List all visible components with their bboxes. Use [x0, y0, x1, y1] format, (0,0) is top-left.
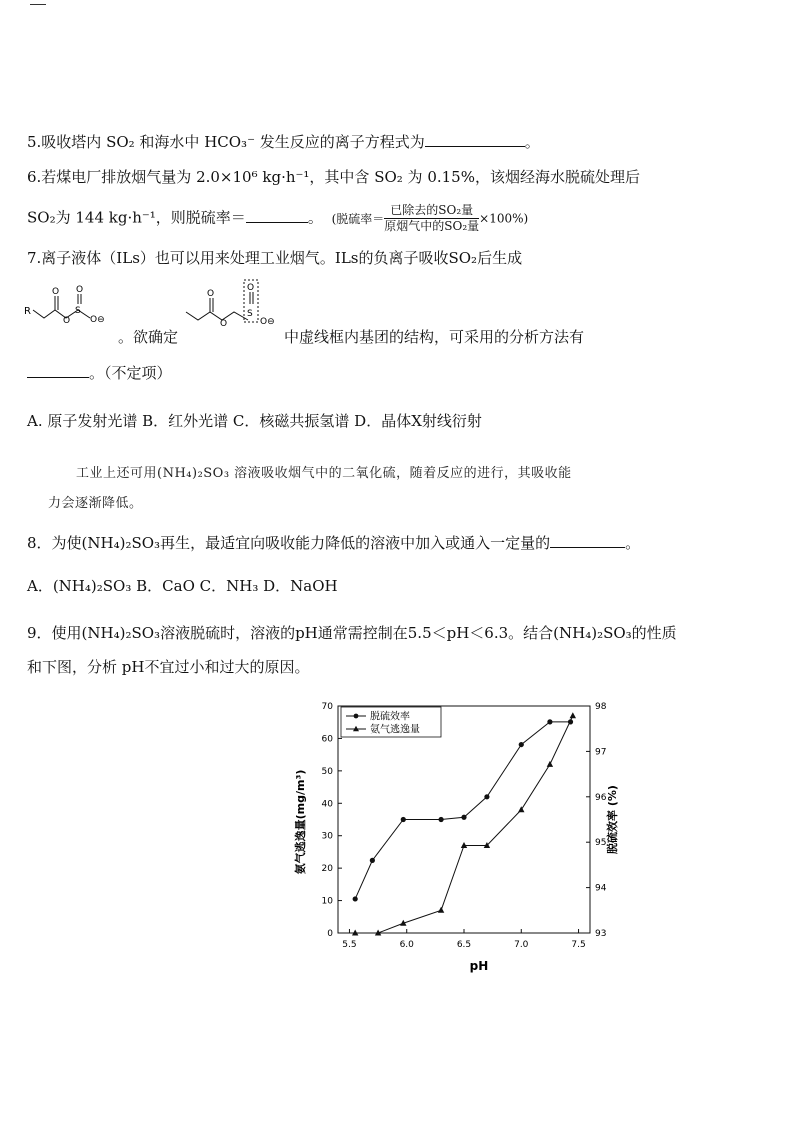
left-tick-label: 0: [327, 929, 333, 939]
left-tick-label: 20: [321, 864, 333, 875]
left-tick-label: 70: [321, 702, 333, 712]
struct2-o3: O: [247, 283, 255, 293]
struct1-o3: O: [76, 285, 84, 295]
left-tick-label: 10: [321, 896, 333, 907]
right-tick-label: 95: [595, 838, 607, 849]
struct2-s: S: [247, 309, 253, 319]
x-tick-label: 7.5: [571, 940, 586, 950]
question-7-line1: 7.离子液体（ILs）也可以用来处理工业烟气。ILs的负离子吸收SO₂后生成: [27, 249, 523, 267]
x-tick-label: 6.5: [456, 940, 472, 950]
legend-label: 氨气逃逸量: [370, 724, 420, 736]
question-6-line2: [27, 203, 528, 234]
struct1-o2: O: [63, 316, 71, 326]
question-7-line3: [27, 362, 172, 383]
left-axis-label: 氨气逃逸量(mg/m³): [294, 769, 307, 875]
question-8-options: A．(NH₄)₂SO₃ B．CaO C．NH₃ D．NaOH: [27, 577, 338, 595]
struct2-chain: [186, 312, 248, 320]
point-circle: [370, 858, 375, 863]
question-8-end: 。: [625, 534, 641, 552]
question-6-end: 。: [307, 208, 323, 227]
right-tick-label: 94: [595, 883, 607, 894]
question-5: [27, 131, 540, 152]
note-line1: 工业上还可用(NH₄)₂SO₃ 溶液吸收烟气中的二氧化硫，随着反应的进行，其吸收能: [76, 466, 572, 481]
right-tick-label: 97: [595, 747, 607, 758]
struct1-o1: O: [52, 287, 60, 297]
point-circle: [401, 817, 406, 822]
x-tick-label: 7.0: [514, 940, 529, 950]
point-circle: [484, 794, 489, 799]
point-triangle: [438, 907, 444, 913]
corner-mark: [30, 4, 46, 5]
point-triangle: [518, 806, 524, 812]
left-tick-label: 60: [321, 734, 333, 745]
struct2-o2: O: [220, 319, 228, 329]
answer-blank-7[interactable]: [27, 363, 89, 378]
x-axis-label: pH: [469, 959, 489, 973]
answer-blank-8[interactable]: [550, 533, 625, 548]
point-circle: [461, 815, 466, 820]
note-line2: 力会逐渐降低。: [48, 496, 143, 511]
struct1-chain: [33, 310, 90, 318]
x-tick-label: 5.5: [342, 940, 357, 950]
right-axis-label: 脱硫效率 (%): [606, 785, 619, 854]
question-7-options: A. 原子发射光谱 B．红外光谱 C．核磁共振氢谱 D．晶体X射线衍射: [27, 412, 482, 430]
question-5-text: 5.吸收塔内 SO₂ 和海水中 HCO₃⁻ 发生反应的离子方程式为: [27, 133, 425, 151]
question-9-line2: 和下图，分析 pH不宜过小和过大的原因。: [27, 658, 310, 676]
struct1-om: O⊖: [90, 315, 105, 325]
question-7-mid: 。欲确定: [118, 328, 179, 346]
structure-1: [20, 282, 132, 330]
series-line-0: [355, 722, 570, 899]
question-8: [27, 532, 640, 553]
right-tick-label: 93: [595, 929, 607, 939]
point-circle: [547, 719, 552, 724]
question-5-end: 。: [524, 133, 540, 151]
question-7-after: 中虚线框内基团的结构，可采用的分析方法有: [284, 328, 585, 346]
legend-label: 脱硫效率: [370, 711, 410, 723]
question-9-line1: 9．使用(NH₄)₂SO₃溶液脱硫时，溶液的pH通常需控制在5.5＜pH＜6.3。结合(NH₄)₂SO₃的性质: [27, 624, 677, 642]
ph-chart: [290, 696, 620, 986]
question-6-text: SO₂为 144 kg·h⁻¹，则脱硫率＝: [27, 208, 246, 227]
point-circle: [353, 896, 358, 901]
struct2-o1: O: [207, 289, 215, 299]
formula-fraction: [384, 203, 479, 234]
structure-2: [176, 276, 288, 330]
left-tick-label: 40: [321, 799, 333, 810]
answer-blank-5[interactable]: [425, 132, 525, 147]
question-6-line1: 6.若煤电厂排放烟气量为 2.0×10⁶ kg·h⁻¹，其中含 SO₂ 为 0.15%，该烟经海水脱硫处理后: [27, 168, 640, 186]
left-tick-label: 30: [321, 831, 333, 842]
struct1-r: R: [24, 306, 31, 317]
struct1-s: S: [75, 306, 81, 316]
right-tick-label: 96: [595, 792, 607, 803]
point-circle: [438, 817, 443, 822]
question-7-line3-end: 。（不定项）: [89, 364, 172, 382]
formula-label: (脱硫率＝: [331, 211, 385, 226]
point-triangle: [547, 761, 553, 767]
left-tick-label: 50: [321, 766, 333, 777]
struct2-om: O⊖: [260, 317, 275, 327]
question-8-text: 8．为使(NH₄)₂SO₃再生，最适宜向吸收能力降低的溶液中加入或通入一定量的: [27, 534, 551, 552]
series-line-1: [355, 716, 573, 933]
x-tick-label: 6.0: [399, 940, 414, 950]
formula-tail: ×100%): [479, 211, 529, 226]
formula-numerator: 已除去的SO₂量: [384, 203, 479, 219]
point-triangle: [570, 712, 576, 718]
right-tick-label: 98: [595, 702, 607, 712]
formula-denominator: 原烟气中的SO₂量: [384, 219, 480, 233]
answer-blank-6[interactable]: [246, 208, 308, 223]
point-circle: [519, 742, 524, 747]
legend-marker-circle: [354, 714, 359, 719]
